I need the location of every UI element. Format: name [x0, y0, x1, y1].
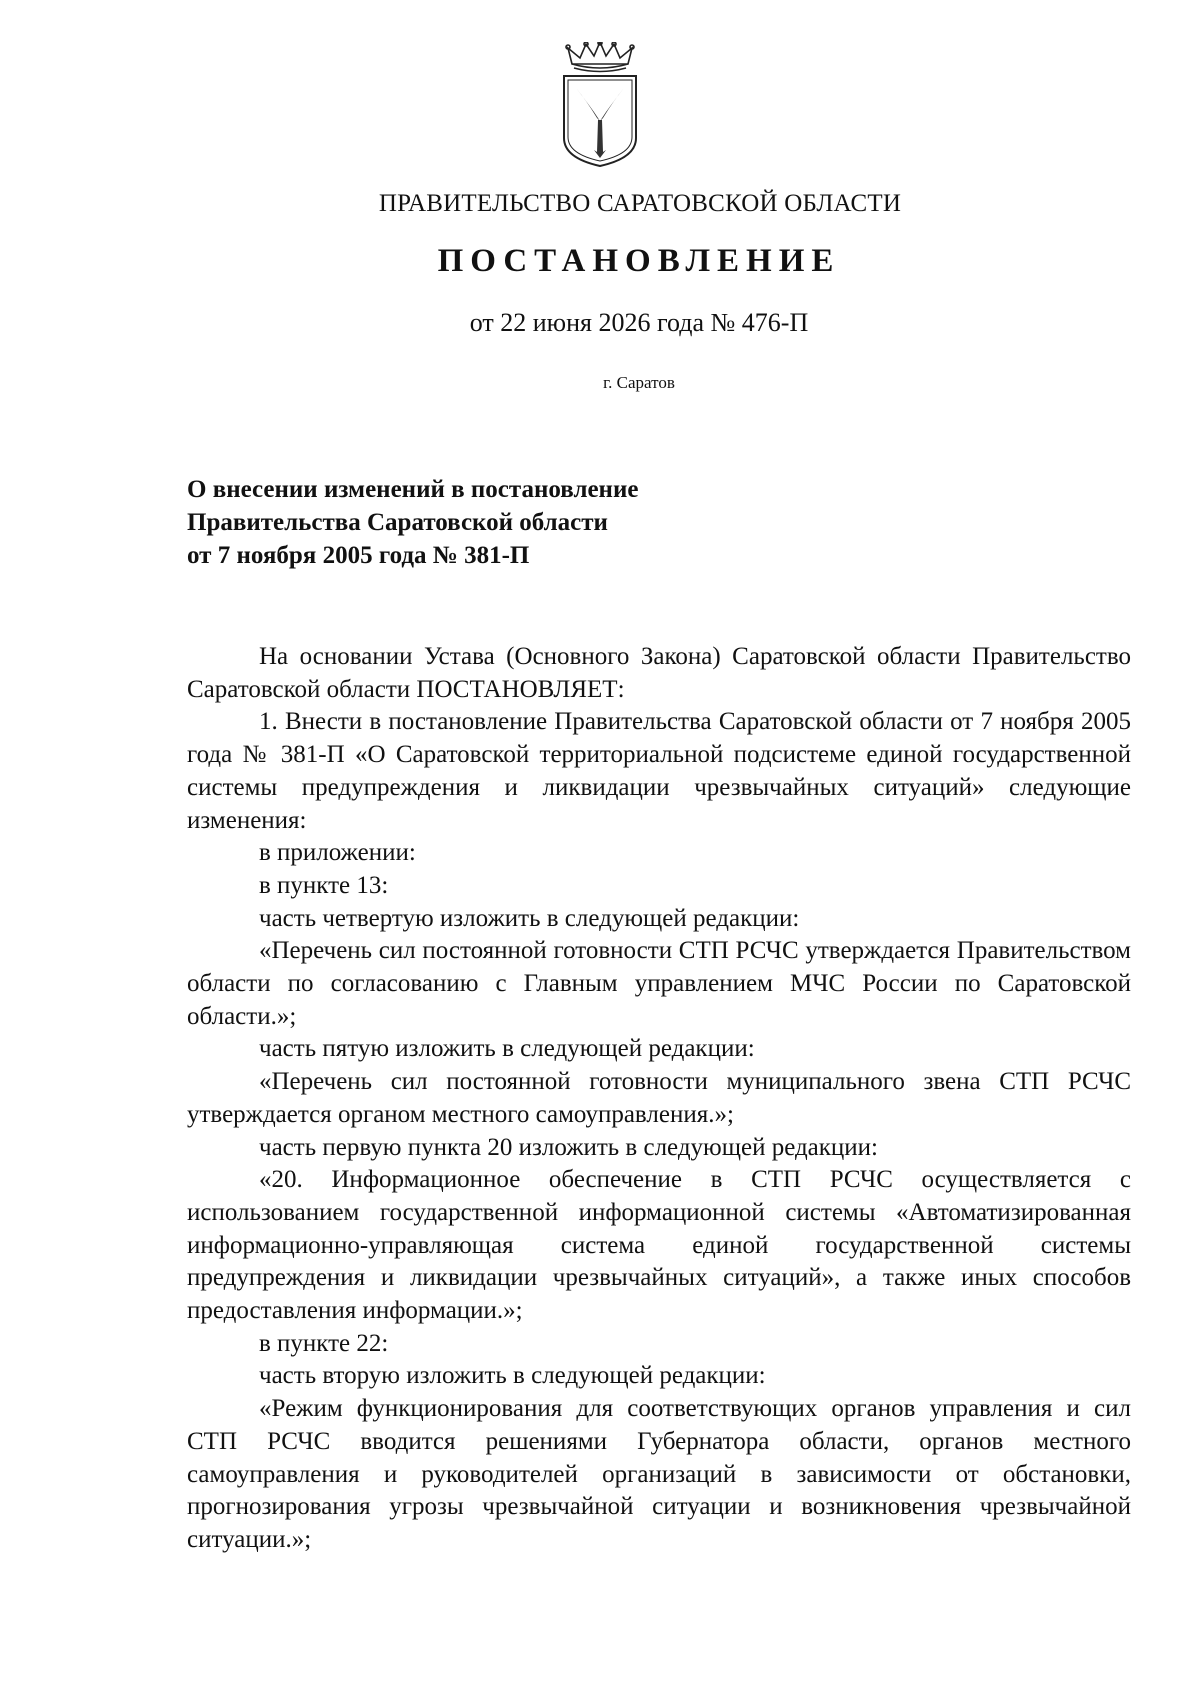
- document-city: г. Саратов: [603, 373, 675, 392]
- body-paragraph: часть пятую изложить в следующей редакции:: [259, 1035, 755, 1063]
- document-body: [187, 641, 1131, 1557]
- subject-line: Правительства Саратовской области: [187, 509, 608, 536]
- body-paragraph: в пункте 13:: [259, 871, 389, 899]
- body-paragraph: в пункте 22:: [259, 1329, 389, 1357]
- body-paragraph: «Режим функционирования для соответствующих органов управления и сил СТП РСЧС вводится решениями Губернатора области, органов местного самоуправления и руководителей организаций в зависимости от обстановки, прогнозирования угрозы чрезвычайной ситуации и возникновения чрезвычайной ситуации.»;: [187, 1395, 1131, 1553]
- body-paragraph: часть вторую изложить в следующей редакции:: [259, 1362, 766, 1390]
- body-paragraph: «Перечень сил постоянной готовности СТП РСЧС утверждается Правительством области по согласованию с Главным управлением МЧС России по Саратовской области.»;: [187, 937, 1131, 1030]
- body-paragraph: «20. Информационное обеспечение в СТП РСЧС осуществляется с использованием государственной информационной системы «Автоматизированная информационно-управляющая система единой государственной системы предупреждения и ликвидации чрезвычайных ситуаций», а также иных способов предоставления информации.»;: [187, 1166, 1131, 1325]
- body-paragraph: На основании Устава (Основного Закона) Саратовской области Правительство Саратовской области ПОСТАНОВЛЯЕТ:: [187, 643, 1131, 703]
- body-paragraph: 1. Внести в постановление Правительства Саратовской области от 7 ноября 2005 года № 381-П «О Саратовской территориальной подсистеме единой государственной системы предупреждения и ликвидации чрезвычайных ситуаций» следующие изменения:: [187, 708, 1131, 834]
- body-paragraph: часть четвертую изложить в следующей редакции:: [259, 904, 800, 932]
- body-paragraph: «Перечень сил постоянной готовности муниципального звена СТП РСЧС утверждается органом местного самоуправления.»;: [187, 1068, 1131, 1128]
- document-subject: [187, 473, 638, 572]
- saratov-coat-of-arms-icon: [558, 42, 642, 168]
- subject-line: О внесении изменений в постановление: [187, 476, 639, 503]
- organization-name: ПРАВИТЕЛЬСТВО САРАТОВСКОЙ ОБЛАСТИ: [378, 190, 902, 217]
- body-paragraph: в приложении:: [259, 839, 416, 867]
- document-date-number: от 22 июня 2026 года № 476-П: [469, 308, 809, 337]
- document-type: ПОСТАНОВЛЕНИЕ: [437, 243, 841, 279]
- body-paragraph: часть первую пункта 20 изложить в следующей редакции:: [259, 1133, 879, 1161]
- subject-line: от 7 ноября 2005 года № 381-П: [187, 542, 530, 569]
